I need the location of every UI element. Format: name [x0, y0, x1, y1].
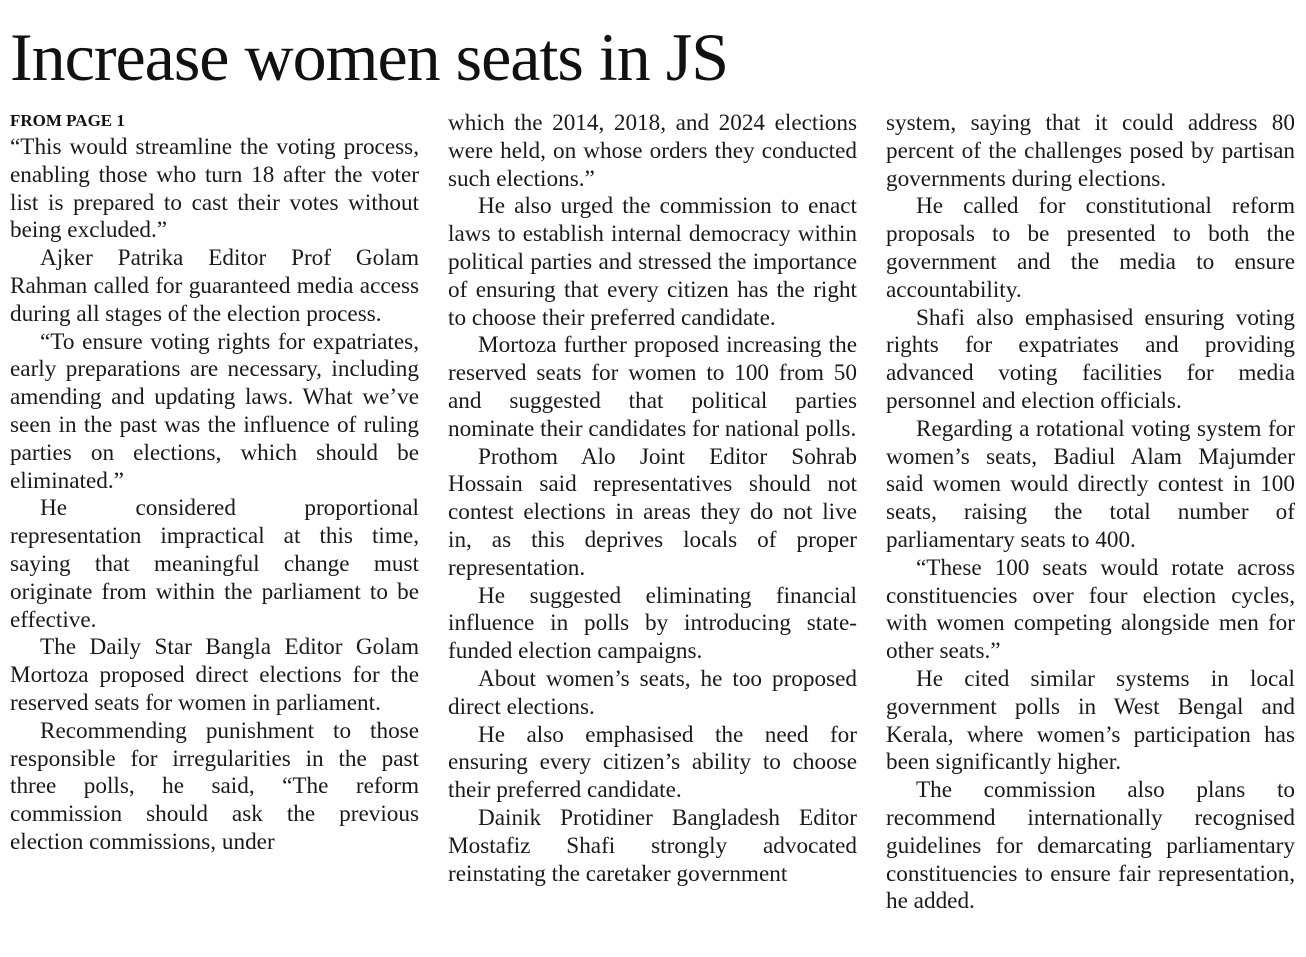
paragraph: Shafi also emphasised ensuring voting rights for expatriates and providing advanced voting facilities for media personnel and election officials.	[886, 304, 1295, 414]
paragraph: Recommending punishment to those responsible for irregularities in the past three polls, he said, “The reform commission should ask the previous election commissions, under	[10, 717, 419, 855]
paragraph: The Daily Star Bangla Editor Golam Mortoza proposed direct elections for the reserved seats for women in parliament.	[10, 634, 419, 716]
article-column-1	[10, 109, 419, 857]
kicker: FROM PAGE 1	[10, 111, 125, 130]
paragraph: Dainik Protidiner Bangladesh Editor Mostafiz Shafi strongly advocated reinstating the caretaker government	[448, 804, 857, 887]
paragraph: “These 100 seats would rotate across constituencies over four election cycles, with women competing alongside men for other seats.”	[886, 554, 1295, 665]
headline: Increase women seats in JS	[10, 19, 729, 95]
paragraph: The commission also plans to recommend internationally recognised guidelines for demarcating parliamentary constituencies to ensure fair representation, he added.	[886, 777, 1295, 915]
paragraph: Regarding a rotational voting system for women’s seats, Badiul Alam Majumder said women would directly contest in 100 seats, raising the total number of parliamentary seats to 400.	[886, 415, 1295, 553]
article-column-2	[448, 109, 857, 888]
paragraph: He considered proportional representation impractical at this time, saying that meaningful change must originate from within the parliament to be effective.	[10, 495, 419, 633]
paragraph: “To ensure voting rights for expatriates, early preparations are necessary, including amending and updating laws. What we’ve seen in the past was the influence of ruling parties on elections, which should be eliminated.”	[10, 328, 419, 494]
paragraph: Prothom Alo Joint Editor Sohrab Hossain said representatives should not contest elections in areas they do not live in, as this deprives locals of proper representation.	[448, 443, 857, 581]
article-column-3	[886, 109, 1295, 916]
paragraph: system, saying that it could address 80 percent of the challenges posed by partisan governments during elections.	[886, 110, 1295, 192]
paragraph: He called for constitutional reform proposals to be presented to both the government and the media to ensure accountability.	[886, 193, 1295, 303]
paragraph: “This would streamline the voting process, enabling those who turn 18 after the voter list is prepared to cast their votes without being excluded.”	[10, 134, 419, 244]
paragraph: He suggested eliminating financial influence in polls by introducing state-funded election campaigns.	[448, 582, 857, 665]
paragraph: He also urged the commission to enact laws to establish internal democracy within political parties and stressed the importance of ensuring that every citizen has the right to choose their preferred candidate.	[448, 193, 857, 331]
paragraph: which the 2014, 2018, and 2024 elections were held, on whose orders they conducted such elections.”	[448, 110, 857, 192]
paragraph: He cited similar systems in local government polls in West Bengal and Kerala, where women’s participation has been significantly higher.	[886, 665, 1295, 776]
paragraph: About women’s seats, he too proposed direct elections.	[448, 665, 857, 720]
paragraph: Mortoza further proposed increasing the reserved seats for women to 100 from 50 and suggested that political parties nominate their candidates for national polls.	[448, 332, 857, 442]
paragraph: He also emphasised the need for ensuring every citizen’s ability to choose their preferred candidate.	[448, 721, 857, 804]
paragraph: Ajker Patrika Editor Prof Golam Rahman called for guaranteed media access during all stages of the election process.	[10, 245, 419, 327]
